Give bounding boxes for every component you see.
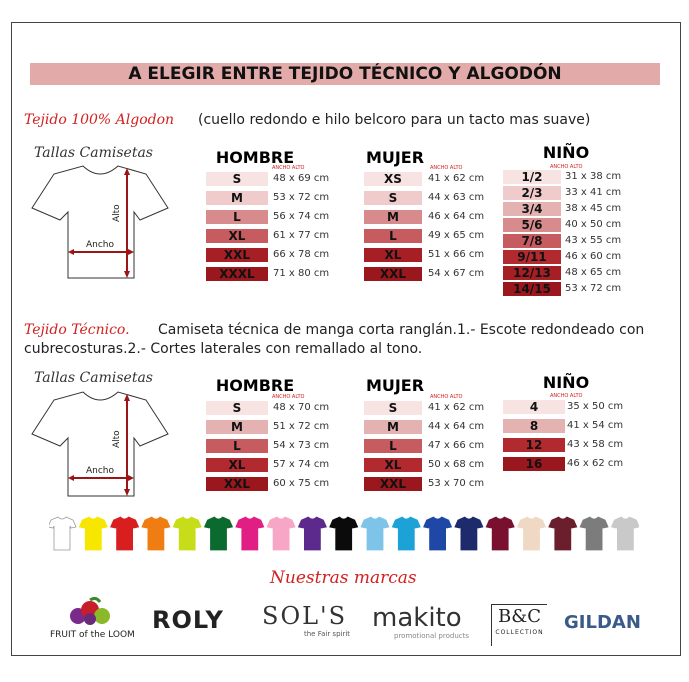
size-measurement: 49 x 65 cm [428, 230, 485, 241]
size-chip: S [206, 401, 268, 415]
size-chip: XL [206, 458, 268, 472]
size-chip: S [206, 172, 268, 186]
bc-collection-logo [491, 604, 547, 646]
bc-text: B&C [497, 606, 542, 627]
sols-tagline: the Fair spirit [304, 630, 351, 638]
size-measurement: 46 x 62 cm [567, 458, 624, 469]
s2-mujer-ancho-alto: ANCHO ALTO [430, 394, 463, 400]
banner-title: A ELEGIR ENTRE TEJIDO TÉCNICO Y ALGODÓN [128, 64, 562, 84]
size-chip: XXL [206, 477, 268, 491]
size-chip: XXL [206, 248, 268, 262]
size-chip: XL [364, 458, 422, 472]
size-measurement: 53 x 72 cm [565, 283, 622, 294]
size-measurement: 44 x 63 cm [428, 192, 485, 203]
size-measurement: 40 x 50 cm [565, 219, 622, 230]
size-chip: 7/8 [503, 234, 561, 248]
fruit-cluster-icon [50, 596, 130, 626]
section1-alto-label: Alto [112, 204, 122, 222]
size-chip: XS [364, 172, 422, 186]
s2-hombre-title: HOMBRE [215, 376, 295, 395]
size-measurement: 33 x 41 cm [565, 187, 622, 198]
makito-tagline: promotional products [394, 632, 469, 640]
roly-text: ROLY [152, 606, 224, 634]
size-measurement: 41 x 62 cm [428, 402, 485, 413]
size-chip: L [206, 439, 268, 453]
size-measurement: 44 x 64 cm [428, 421, 485, 432]
size-chip: XL [364, 248, 422, 262]
size-measurement: 41 x 54 cm [567, 420, 624, 431]
size-measurement: 57 x 74 cm [273, 459, 330, 470]
size-chip: 9/11 [503, 250, 561, 264]
size-measurement: 61 x 77 cm [273, 230, 330, 241]
sols-text: SOL'S [262, 602, 348, 630]
size-chip: XL [206, 229, 268, 243]
size-chip: XXXL [206, 267, 268, 281]
size-measurement: 35 x 50 cm [567, 401, 624, 412]
color-swatch-tshirt-icon [424, 517, 452, 550]
size-chip: M [206, 191, 268, 205]
size-measurement: 53 x 70 cm [428, 478, 485, 489]
size-chip: 2/3 [503, 186, 561, 200]
color-swatch-tshirt-icon [173, 517, 201, 550]
size-chip: L [206, 210, 268, 224]
size-chip: L [364, 439, 422, 453]
size-measurement: 50 x 68 cm [428, 459, 485, 470]
section1-tallas-title: Tallas Camisetas [34, 145, 153, 161]
size-chip: M [364, 420, 422, 434]
s1-hombre-title: HOMBRE [215, 148, 295, 167]
size-chip: 1/2 [503, 170, 561, 184]
makito-text: makito [372, 603, 462, 633]
sols-logo [262, 602, 350, 638]
color-swatches [49, 516, 639, 552]
fruit-of-the-loom-logo [50, 596, 135, 646]
s1-mujer-title: MUJER [365, 148, 425, 167]
size-measurement: 43 x 55 cm [565, 235, 622, 246]
color-swatch-tshirt-icon [361, 517, 389, 550]
size-measurement: 60 x 75 cm [273, 478, 330, 489]
size-chip: 8 [503, 419, 565, 433]
color-swatch-tshirt-icon [236, 517, 264, 550]
s1-nino-title: NIÑO [542, 143, 590, 162]
size-measurement: 41 x 62 cm [428, 173, 485, 184]
color-swatch-tshirt-icon [79, 517, 107, 550]
color-swatch-tshirt-icon [392, 517, 420, 550]
size-measurement: 71 x 80 cm [273, 268, 330, 279]
size-chip: M [364, 210, 422, 224]
size-measurement: 31 x 38 cm [565, 171, 622, 182]
size-measurement: 47 x 66 cm [428, 440, 485, 451]
size-measurement: 54 x 73 cm [273, 440, 330, 451]
color-swatch-tshirt-icon [580, 517, 608, 550]
size-measurement: 53 x 72 cm [273, 192, 330, 203]
size-chip: S [364, 401, 422, 415]
size-measurement: 66 x 78 cm [273, 249, 330, 260]
size-chip: 3/4 [503, 202, 561, 216]
color-swatch-tshirt-icon [611, 517, 639, 550]
color-swatch-tshirt-icon [111, 517, 139, 550]
size-chip: 12/13 [503, 266, 561, 280]
section2-description-line1: Camiseta técnica de manga corta ranglán.1.- Escote redondeado con [158, 322, 645, 338]
color-swatch-tshirt-icon [142, 517, 170, 550]
size-chip: L [364, 229, 422, 243]
size-chip: 12 [503, 438, 565, 452]
color-swatch-tshirt-icon [267, 517, 295, 550]
size-measurement: 51 x 72 cm [273, 421, 330, 432]
section2-tshirt-diagram [28, 386, 173, 506]
color-swatch-tshirt-icon [298, 517, 326, 550]
bc-tagline: COLLECTION [495, 629, 544, 636]
size-measurement: 48 x 70 cm [273, 402, 330, 413]
roly-logo [152, 606, 224, 634]
section1-title: Tejido 100% Algodon [24, 112, 175, 128]
header-banner [30, 63, 660, 85]
size-measurement: 46 x 60 cm [565, 251, 622, 262]
size-chip: M [206, 420, 268, 434]
section1-tshirt-diagram [28, 160, 173, 280]
size-chip: 4 [503, 400, 565, 414]
color-swatch-tshirt-icon [205, 517, 233, 550]
color-swatch-tshirt-icon [549, 517, 577, 550]
color-swatch-tshirt-icon [49, 517, 76, 550]
section1-ancho-label: Ancho [86, 240, 115, 250]
size-measurement: 38 x 45 cm [565, 203, 622, 214]
section2-title: Tejido Técnico. [24, 322, 130, 338]
color-swatch-tshirt-icon [455, 517, 483, 550]
color-swatch-tshirt-icon [330, 517, 358, 550]
size-measurement: 56 x 74 cm [273, 211, 330, 222]
brands-title: Nuestras marcas [270, 568, 417, 588]
fruit-of-the-loom-text: FRUIT of the LOOM [50, 630, 135, 640]
section1-description: (cuello redondo e hilo belcoro para un tacto mas suave) [198, 112, 591, 128]
size-chip: XXL [364, 477, 422, 491]
s2-hombre-ancho-alto: ANCHO ALTO [272, 394, 305, 400]
size-measurement: 46 x 64 cm [428, 211, 485, 222]
section2-tallas-title: Tallas Camisetas [34, 370, 153, 386]
size-measurement: 43 x 58 cm [567, 439, 624, 450]
gildan-text: GILDAN [564, 612, 641, 633]
size-chip: 14/15 [503, 282, 561, 296]
s2-mujer-title: MUJER [365, 376, 425, 395]
gildan-logo [564, 612, 641, 633]
color-swatch-tshirt-icon [518, 517, 546, 550]
color-swatch-tshirt-icon [486, 517, 514, 550]
s2-nino-title: NIÑO [542, 373, 590, 392]
size-chip: 16 [503, 457, 565, 471]
size-measurement: 51 x 66 cm [428, 249, 485, 260]
size-chip: 5/6 [503, 218, 561, 232]
section2-description-line2: cubrecosturas.2.- Cortes laterales con remallado al tono. [24, 341, 423, 357]
section2-ancho-label: Ancho [86, 466, 115, 476]
s2-nino-ancho-alto: ANCHO ALTO [550, 393, 583, 399]
s1-nino-ancho-alto: ANCHO ALTO [550, 164, 583, 170]
size-chip: XXL [364, 267, 422, 281]
size-measurement: 54 x 67 cm [428, 268, 485, 279]
s1-mujer-ancho-alto: ANCHO ALTO [430, 165, 463, 171]
size-chip: S [364, 191, 422, 205]
s1-hombre-ancho-alto: ANCHO ALTO [272, 165, 305, 171]
size-measurement: 48 x 69 cm [273, 173, 330, 184]
section2-alto-label: Alto [112, 430, 122, 448]
makito-logo [372, 604, 469, 640]
size-measurement: 48 x 65 cm [565, 267, 622, 278]
